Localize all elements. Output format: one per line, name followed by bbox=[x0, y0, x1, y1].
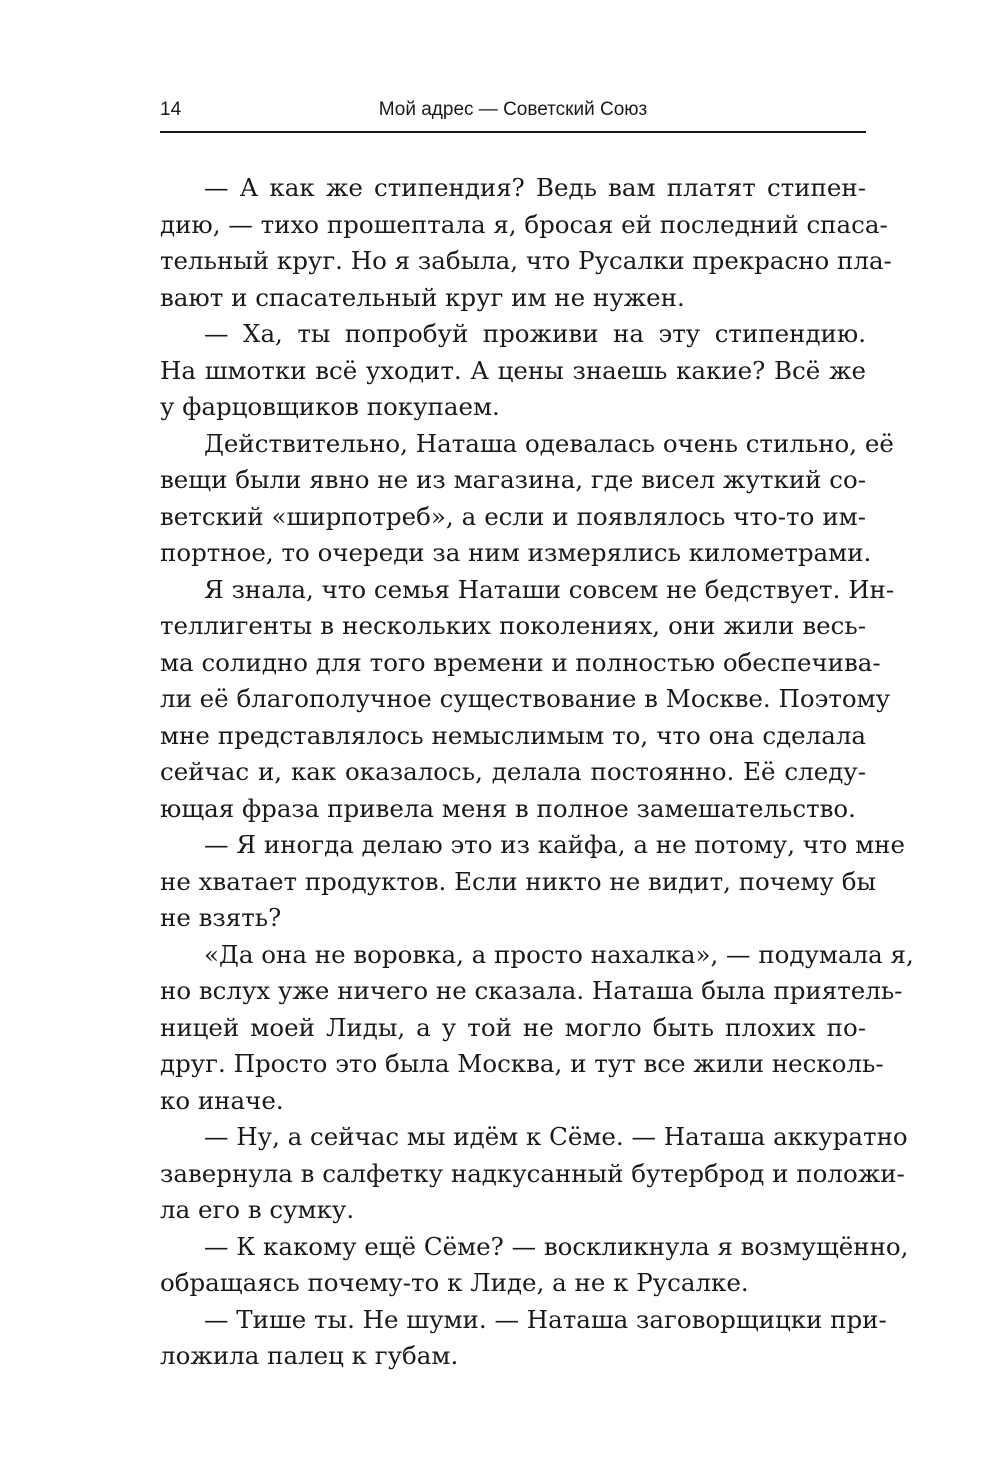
paragraph bbox=[160, 426, 894, 572]
text-line: обращаясь почему-то к Лиде, а не к Русалке. bbox=[160, 1268, 749, 1297]
text-line: тельный круг. Но я забыла, что Русалки прекрасно пла- bbox=[160, 246, 892, 275]
paragraph bbox=[160, 1302, 887, 1375]
text-line: ла его в сумку. bbox=[160, 1195, 355, 1224]
text-line: ницей моей Лиды, а у той не могло быть плохих по- bbox=[160, 1012, 866, 1042]
text-line: ко иначе. bbox=[160, 1085, 284, 1115]
paragraph bbox=[160, 572, 895, 828]
page-number: 14 bbox=[160, 99, 182, 120]
running-header bbox=[160, 95, 866, 133]
paragraph bbox=[160, 937, 914, 1120]
running-title: Мой адрес — Советский Союз bbox=[378, 99, 648, 120]
paragraph bbox=[160, 1229, 909, 1302]
paragraph bbox=[160, 1119, 908, 1229]
text-line: — К какому ещё Сёме? — воскликнула я возмущённо, bbox=[204, 1231, 909, 1261]
text-line: ложила палец к губам. bbox=[160, 1341, 459, 1370]
body-text bbox=[160, 170, 914, 1375]
text-line: друг. Просто это была Москва, и тут все жили несколь- bbox=[160, 1049, 884, 1078]
text-line: вают и спасательный круг им не нужен. bbox=[160, 282, 685, 312]
text-line: — Тише ты. Не шуми. — Наташа заговорщицки при- bbox=[204, 1304, 887, 1334]
text-line: ли её благополучное существование в Москве. Поэтому bbox=[160, 684, 891, 713]
text-line: — Ну, а сейчас мы идём к Сёме. — Наташа аккуратно bbox=[204, 1122, 908, 1151]
text-line: мне представлялось немыслимым то, что она сделала bbox=[160, 720, 866, 750]
text-line: — А как же стипендия? Ведь вам платят стипен- bbox=[204, 173, 866, 202]
paragraph bbox=[160, 827, 905, 937]
text-line: — Ха, ты попробуй проживи на эту стипендию. bbox=[204, 319, 866, 348]
text-line: Я знала, что семья Наташи совсем не бедствует. Ин- bbox=[204, 574, 895, 604]
text-line: у фарцовщиков покупаем. bbox=[160, 392, 500, 421]
text-line: не хватает продуктов. Если никто не видит, почему бы bbox=[160, 866, 877, 896]
text-line: «Да она не воровка, а просто нахалка», — подумала я, bbox=[204, 939, 914, 969]
text-line: портное, то очереди за ним измерялись километрами. bbox=[160, 538, 872, 567]
text-line: теллигенты в нескольких поколениях, они жили весь- bbox=[160, 611, 866, 640]
text-line: ма солидно для того времени и полностью обеспечива- bbox=[160, 647, 881, 677]
text-line: ветский «ширпотреб», а если и появлялось что-то им- bbox=[160, 501, 866, 531]
paragraph bbox=[160, 316, 866, 426]
text-line: не взять? bbox=[160, 903, 282, 932]
text-line: На шмотки всё уходит. А цены знаешь какие? Всё же bbox=[160, 355, 866, 385]
paragraph bbox=[160, 170, 892, 316]
text-line: ющая фраза привела меня в полное замешательство. bbox=[160, 793, 856, 823]
text-line: завернула в салфетку надкусанный бутерброд и положи- bbox=[160, 1158, 905, 1188]
text-line: но вслух уже ничего не сказала. Наташа была приятель- bbox=[160, 976, 903, 1005]
text-line: вещи были явно не из магазина, где висел жуткий со- bbox=[160, 465, 866, 494]
text-line: Действительно, Наташа одевалась очень стильно, её bbox=[204, 428, 894, 458]
text-line: — Я иногда делаю это из кайфа, а не потому, что мне bbox=[204, 830, 905, 859]
text-line: сейчас и, как оказалось, делала постоянно. Её следу- bbox=[160, 757, 866, 786]
text-line: дию, — тихо прошептала я, бросая ей последний спаса- bbox=[160, 209, 888, 239]
